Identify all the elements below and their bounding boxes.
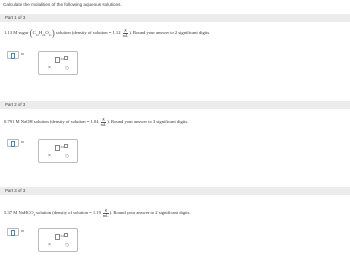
instruction-text: Calculate the molalities of the following aqueous solutions. bbox=[3, 2, 122, 7]
scientific-notation-button[interactable]: ×10 bbox=[55, 55, 66, 62]
part-3-header: Part 3 of 3 bbox=[0, 187, 350, 195]
clear-button[interactable]: × bbox=[48, 242, 51, 248]
answer-field-part-3[interactable] bbox=[11, 230, 15, 236]
toolbox-part-3 bbox=[38, 228, 78, 252]
answer-field-part-1[interactable] bbox=[11, 53, 15, 59]
unit-part-3: m bbox=[21, 229, 24, 233]
part-2-header: Part 2 of 3 bbox=[0, 101, 350, 109]
clear-button[interactable]: × bbox=[48, 65, 51, 71]
toolbox-part-2 bbox=[38, 139, 78, 163]
answer-field-part-2[interactable] bbox=[11, 141, 15, 147]
part-1-question: 1.13 M sugar $(C_{12}H_{22}O_{11})$ solution (density of solution = 1.12 $\frac{g}{mL}$ ). Round your answer to 2 significant digits. bbox=[4, 27, 211, 39]
undo-icon[interactable] bbox=[65, 243, 69, 247]
undo-icon[interactable] bbox=[65, 154, 69, 158]
answer-box-part-2[interactable] bbox=[7, 139, 19, 147]
scientific-notation-button[interactable]: ×10 bbox=[55, 232, 66, 239]
part-1-header: Part 1 of 3 bbox=[0, 14, 350, 22]
clear-button[interactable]: × bbox=[48, 153, 51, 159]
toolbox-part-1 bbox=[38, 51, 78, 75]
unit-part-2: m bbox=[21, 140, 24, 144]
part-2-question: 0.791 M NaOH solution (density of solution = 1.04 $\frac{g}{mL}$ ). Round your answer to 3 significant digits. bbox=[4, 116, 189, 127]
unit-part-1: m bbox=[21, 52, 24, 56]
answer-box-part-1[interactable] bbox=[7, 51, 19, 59]
undo-icon[interactable] bbox=[65, 66, 69, 70]
scientific-notation-button[interactable]: ×10 bbox=[55, 143, 66, 150]
answer-box-part-3[interactable] bbox=[7, 228, 19, 236]
part-3-question: 5.37 M NaHCO$_3$ solution (density of solution = 1.19 $\frac{g}{mL}$ ). Round your answer to 2 significant digits. bbox=[4, 207, 191, 218]
